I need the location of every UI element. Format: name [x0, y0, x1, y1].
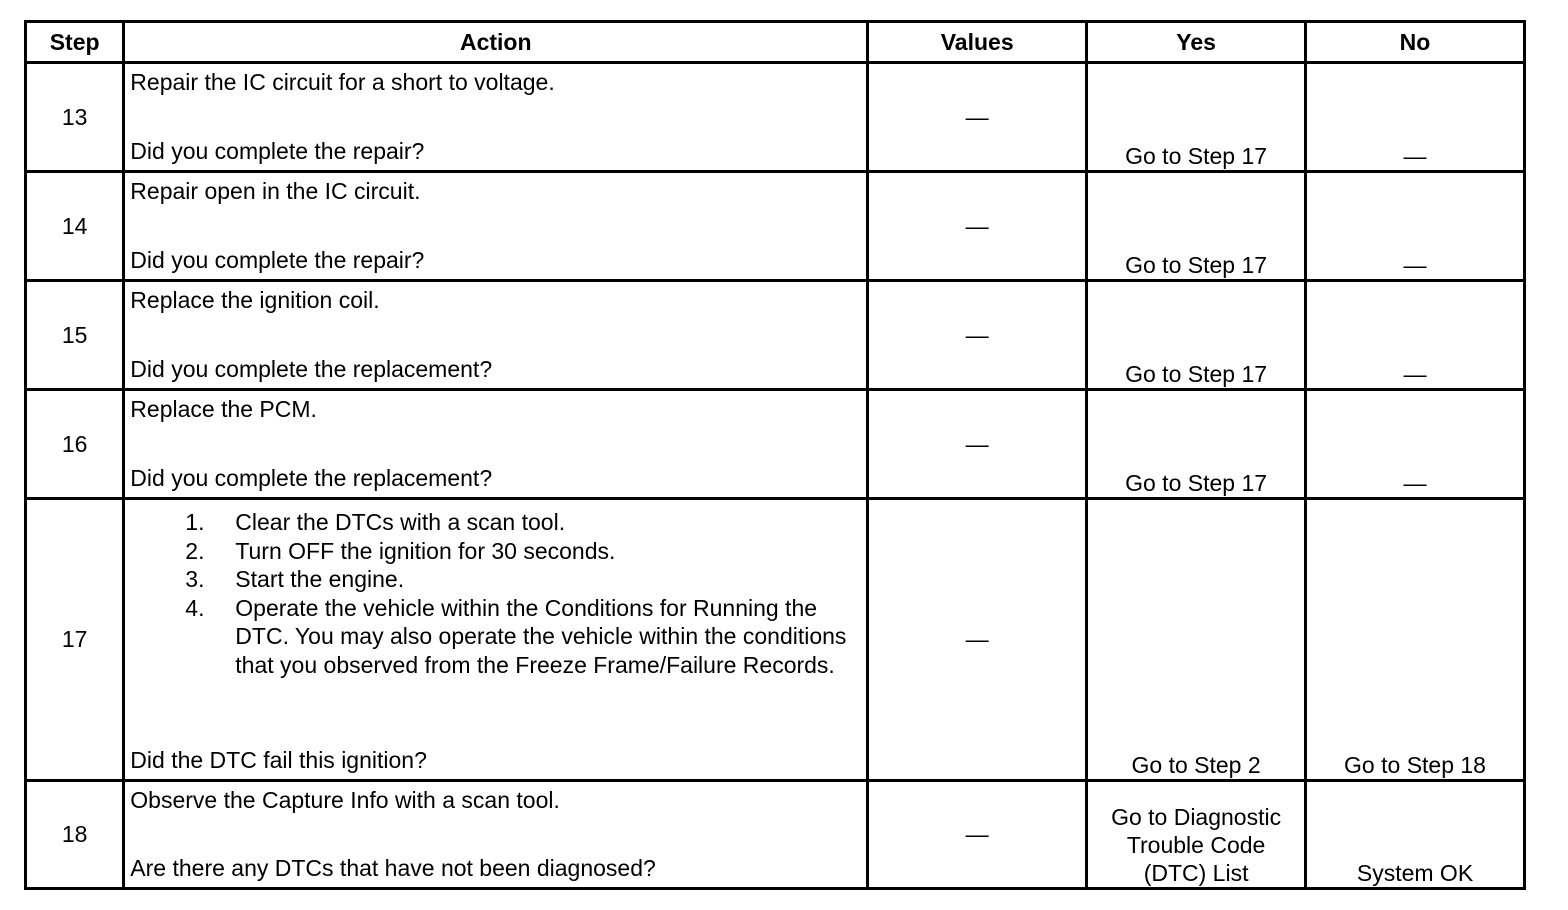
- action-question: Did you complete the repair?: [130, 247, 425, 273]
- header-action: Action: [124, 22, 868, 63]
- table-row: [26, 499, 1525, 781]
- no-cell: —: [1306, 172, 1525, 281]
- yes-cell: Go to Step 2: [1087, 499, 1306, 781]
- yes-cell: Go to Diagnostic Trouble Code (DTC) List: [1087, 781, 1306, 889]
- substep-list: [130, 508, 862, 679]
- yes-cell: Go to Step 17: [1087, 390, 1306, 499]
- substep-item: Turn OFF the ignition for 30 seconds.: [235, 537, 616, 564]
- header-step: Step: [26, 22, 124, 63]
- substep-item: Operate the vehicle within the Conditions for Running the DTC. You may also operate the vehicle within the conditions that you observed from the Freeze Frame/Failure Records.: [235, 594, 847, 678]
- action-question: Did the DTC fail this ignition?: [130, 747, 427, 773]
- step-number: 16: [26, 390, 124, 499]
- table-row: [26, 281, 1525, 390]
- action-text: Repair open in the IC circuit.: [130, 178, 421, 204]
- yes-cell: Go to Step 17: [1087, 172, 1306, 281]
- action-text: Observe the Capture Info with a scan tool.: [130, 787, 560, 813]
- action-question: Did you complete the repair?: [130, 138, 425, 164]
- header-row: [26, 22, 1525, 63]
- header-values: Values: [868, 22, 1087, 63]
- header-yes: Yes: [1087, 22, 1306, 63]
- table-row: [26, 781, 1525, 889]
- substep-item: Start the engine.: [235, 566, 405, 592]
- values-cell: —: [868, 281, 1087, 390]
- action-question: Did you complete the replacement?: [130, 356, 493, 382]
- step-number: 15: [26, 281, 124, 390]
- values-cell: —: [868, 781, 1087, 889]
- no-cell: —: [1306, 63, 1525, 172]
- action-cell: [124, 63, 868, 172]
- action-cell: [124, 781, 868, 889]
- table-row: [26, 172, 1525, 281]
- action-text: Replace the ignition coil.: [130, 287, 380, 313]
- values-cell: —: [868, 390, 1087, 499]
- action-text: Replace the PCM.: [130, 396, 317, 422]
- values-cell: —: [868, 63, 1087, 172]
- step-number: 18: [26, 781, 124, 889]
- step-number: 14: [26, 172, 124, 281]
- values-cell: —: [868, 172, 1087, 281]
- no-cell: System OK: [1306, 781, 1525, 889]
- action-cell: [124, 390, 868, 499]
- no-cell: Go to Step 18: [1306, 499, 1525, 781]
- action-question: Did you complete the replacement?: [130, 465, 493, 491]
- no-cell: —: [1306, 281, 1525, 390]
- table-row: [26, 63, 1525, 172]
- action-text: Repair the IC circuit for a short to voltage.: [130, 69, 555, 95]
- yes-cell: Go to Step 17: [1087, 63, 1306, 172]
- action-question: Are there any DTCs that have not been diagnosed?: [130, 855, 656, 881]
- action-cell: [124, 281, 868, 390]
- table-row: [26, 390, 1525, 499]
- action-cell: [124, 172, 868, 281]
- header-no: No: [1306, 22, 1525, 63]
- substep-item: Clear the DTCs with a scan tool.: [235, 509, 566, 535]
- step-number: 17: [26, 499, 124, 781]
- step-number: 13: [26, 63, 124, 172]
- action-cell: [124, 499, 868, 781]
- values-cell: —: [868, 499, 1087, 781]
- diagnostic-table: [24, 20, 1526, 890]
- no-cell: —: [1306, 390, 1525, 499]
- yes-cell: Go to Step 17: [1087, 281, 1306, 390]
